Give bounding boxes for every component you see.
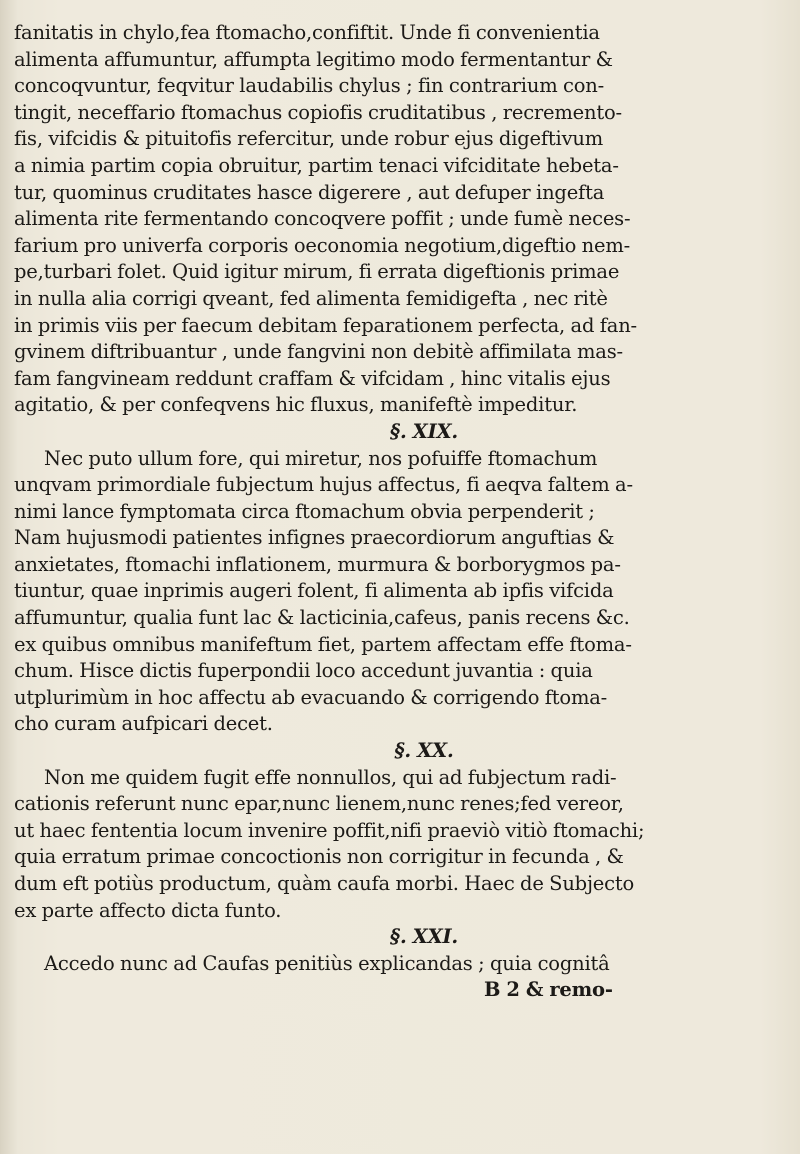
text-line: anxietates, ftomachi inflationem, murmura & borborygmos pa- (14, 552, 621, 576)
text-line: pe,turbari folet. Quid igitur mirum, fi errata digeftionis primae (14, 260, 620, 284)
section-heading: §. XX. (394, 739, 454, 763)
text-line: Non me quidem fugit effe nonnullos, qui ad fubjectum radi- (44, 765, 617, 789)
text-line: utplurimùm in hoc affectu ab evacuando & corrigendo ftoma- (14, 685, 608, 709)
text-line: Nec puto ullum fore, qui miretur, nos pofuiffe ftomachum (44, 446, 598, 470)
text-line: tiuntur, quae inprimis augeri folent, fi alimenta ab ipfis vifcida (14, 579, 614, 603)
document-text (14, 20, 794, 1004)
text-line: ex parte affecto dicta funto. (14, 898, 282, 922)
text-line: in primis viis per faecum debitam feparationem perfecta, ad fan- (14, 313, 637, 337)
text-line: affumuntur, qualia funt lac & lacticinia,cafeus, panis recens &c. (14, 606, 630, 630)
section-heading: §. XXI. (389, 925, 459, 949)
text-line: alimenta rite fermentando concoqvere poffit ; unde fumè neces- (14, 207, 631, 231)
text-line: in nulla alia corrigi qveant, fed alimenta femidigefta , nec ritè (14, 286, 608, 310)
text-line: ex quibus omnibus manifeftum fiet, partem affectam effe ftoma- (14, 632, 632, 656)
text-line: Accedo nunc ad Caufas penitiùs explicandas ; quia cognitâ (44, 951, 610, 975)
text-line: chum. Hisce dictis fuperpondii loco accedunt juvantia : quia (14, 659, 593, 683)
text-line: Nam hujusmodi patientes infignes praecordiorum anguftias & (14, 526, 615, 550)
text-line: nimi lance fymptomata circa ftomachum obvia perpenderit ; (14, 499, 595, 523)
text-line: farium pro univerfa corporis oeconomia negotium,digeftio nem- (14, 233, 631, 257)
text-line: fis, vifcidis & pituitofis refercitur, unde robur ejus digeftivum (14, 127, 604, 151)
text-line: cationis referunt nunc epar,nunc lienem,nunc renes;fed vereor, (14, 792, 624, 816)
text-line: tingit, neceffario ftomachus copiofis cruditatibus , recremento- (14, 100, 622, 124)
section-heading: §. XIX. (389, 419, 459, 443)
text-line: concoqvuntur, feqvitur laudabilis chylus ; fin contrarium con- (14, 74, 604, 98)
text-line: cho curam aufpicari decet. (14, 712, 273, 736)
text-line: tur, quominus cruditates hasce digerere , aut defuper ingefta (14, 180, 605, 204)
text-line: fam fangvineam reddunt craffam & vifcidam , hinc vitalis ejus (14, 366, 611, 390)
text-line: quia erratum primae concoctionis non corrigitur in fecunda , & (14, 845, 624, 869)
text-line: a nimia partim copia obruitur, partim tenaci vifciditate hebeta- (14, 153, 619, 177)
text-line: alimenta affumuntur, affumpta legitimo modo fermentantur & (14, 47, 613, 71)
text-line: gvinem diftribuantur , unde fangvini non debitè affimilata mas- (14, 340, 623, 364)
text-line: unqvam primordiale fubjectum hujus affectus, fi aeqva faltem a- (14, 473, 633, 497)
text-line: fanitatis in chylo,fea ftomacho,confiftit. Unde fi convenientia (14, 21, 600, 44)
text-line: dum eft potiùs productum, quàm caufa morbi. Haec de Subjecto (14, 872, 635, 895)
text-line: agitatio, & per confeqvens hic fluxus, manifeftè impeditur. (14, 393, 578, 417)
text-line: ut haec fententia locum invenire poffit,nifi praeviò vitiò ftomachi; (14, 818, 645, 842)
signature-catchword-line: B 2 & remo- (484, 978, 613, 1002)
